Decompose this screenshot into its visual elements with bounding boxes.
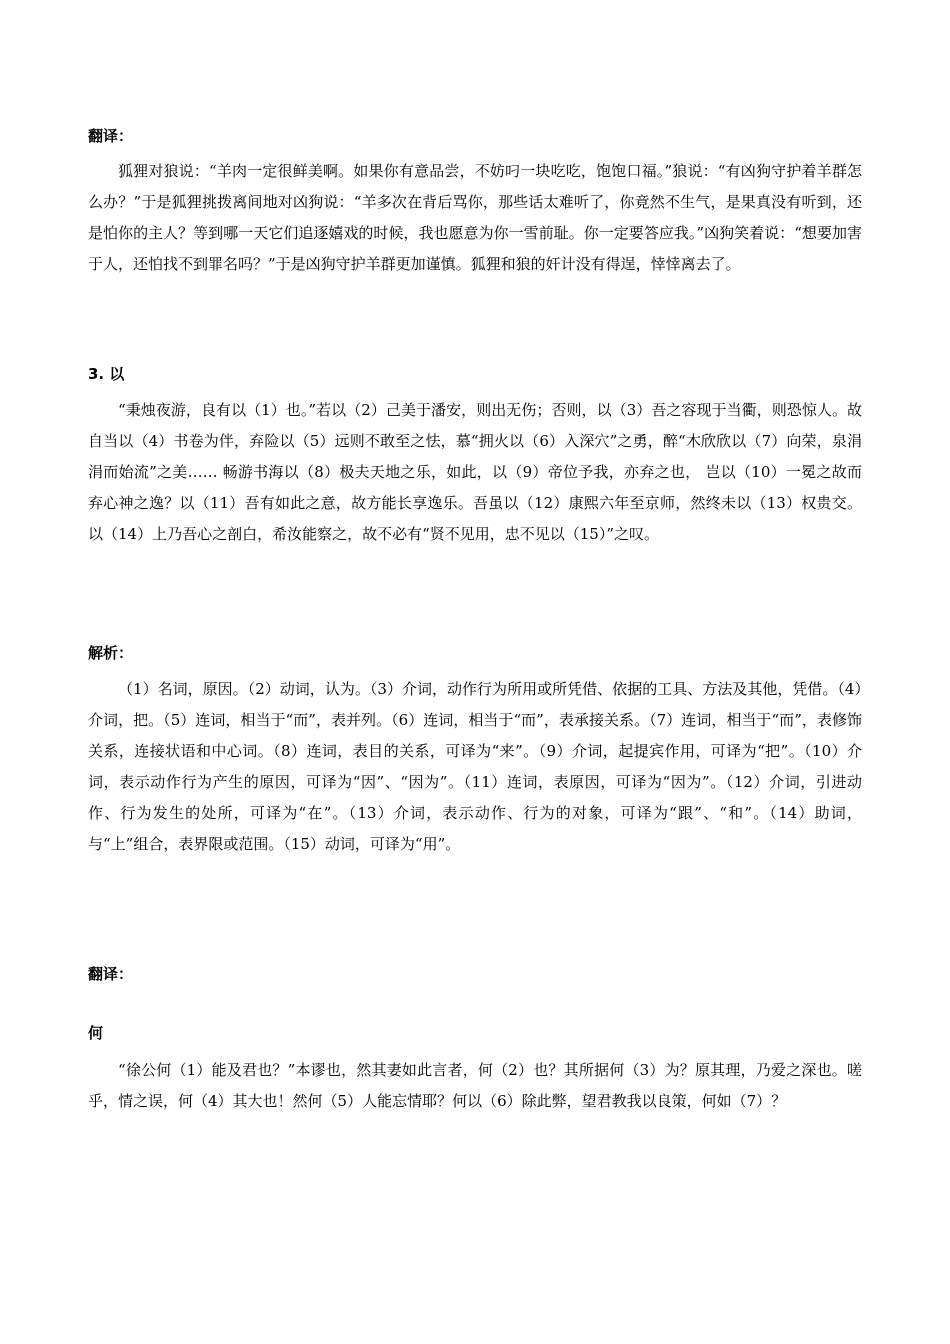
yi-passage-paragraph: “秉烛夜游，良有以（1）也。”若以（2）己美于潘安，则出无伤；否则，以（3）吾之容现于当衢，则恐惊人。故自当以（4）书卷为伴，弃险以（5）远则不敢至之怯，慕“拥火以（6）入深穴”之勇，醉“木欣欣以（7）向荣，泉涓涓而始流”之美…… 畅游书海以（8）极夫天地之乐，如此，以（9）帝位予我，亦弃之也， 岂以（10）一冕之故而弃心神之逸？以（11）吾有如此之意，故方能长享逸乐。吾虽以（12）康熙六年至京师，然终未以（13）权贵交。以（14）上乃吾心之剖白，希汝能察之，故不必有“贤不见用，忠不见以（15）”之叹。 bbox=[88, 401, 862, 543]
section-heading-he: 何 bbox=[88, 1024, 104, 1042]
translation-paragraph: 狐狸对狼说：“羊肉一定很鲜美啊。如果你有意品尝，不妨叼一块吃吃，饱饱口福。”狼说：“有凶狗守护着羊群怎么办？”于是狐狸挑拨离间地对凶狗说：“羊多次在背后骂你，那些话太难听了，你竟然不生气，是果真没有听到，还是怕你的主人？等到哪一天它们追逐嬉戏的时候，我也愿意为你一雪前耻。你一定要答应我。”凶狗笑着说：“想要加害于人，还怕找不到罪名吗？”于是凶狗守护羊群更加谨慎。狐狸和狼的奸计没有得逞，悻悻离去了。 bbox=[88, 162, 862, 273]
translation-heading-2: 翻译： bbox=[88, 965, 134, 983]
analysis-paragraph: （1）名词，原因。（2）动词，认为。（3）介词，动作行为所用或所凭借、依据的工具、方法及其他，凭借。（4）介词，把。（5）连词，相当于“而”，表并列。（6）连词，相当于“而”，表承接关系。（7）连词，相当于“而”，表修饰关系，连接状语和中心词。（8）连词，表目的关系，可译为“来”。（9）介词，起提宾作用，可译为“把”。（10）介词，表示动作行为产生的原因，可译为“因”、“因为”。（11）连词，表原因，可译为“因为”。（12）介词，引进动作、行为发生的处所，可译为“在”。（13）介词，表示动作、行为的对象，可译为“跟”、“和”。（14）助词，与“上”组合，表界限或范围。（15）动词，可译为“用”。 bbox=[88, 680, 862, 853]
translation-heading: 翻译： bbox=[88, 127, 134, 145]
he-passage-paragraph: “徐公何（1）能及君也？”本谬也，然其妻如此言者，何（2）也？其所据何（3）为？原其理，乃爱之深也。嗟乎，情之误，何（4）其大也！然何（5）人能忘情耶？何以（6）除此弊，望君教我以良策，何如（7）？ bbox=[88, 1061, 862, 1110]
analysis-heading: 解析： bbox=[88, 644, 134, 662]
section-heading-yi: 3. 以 bbox=[88, 365, 125, 383]
